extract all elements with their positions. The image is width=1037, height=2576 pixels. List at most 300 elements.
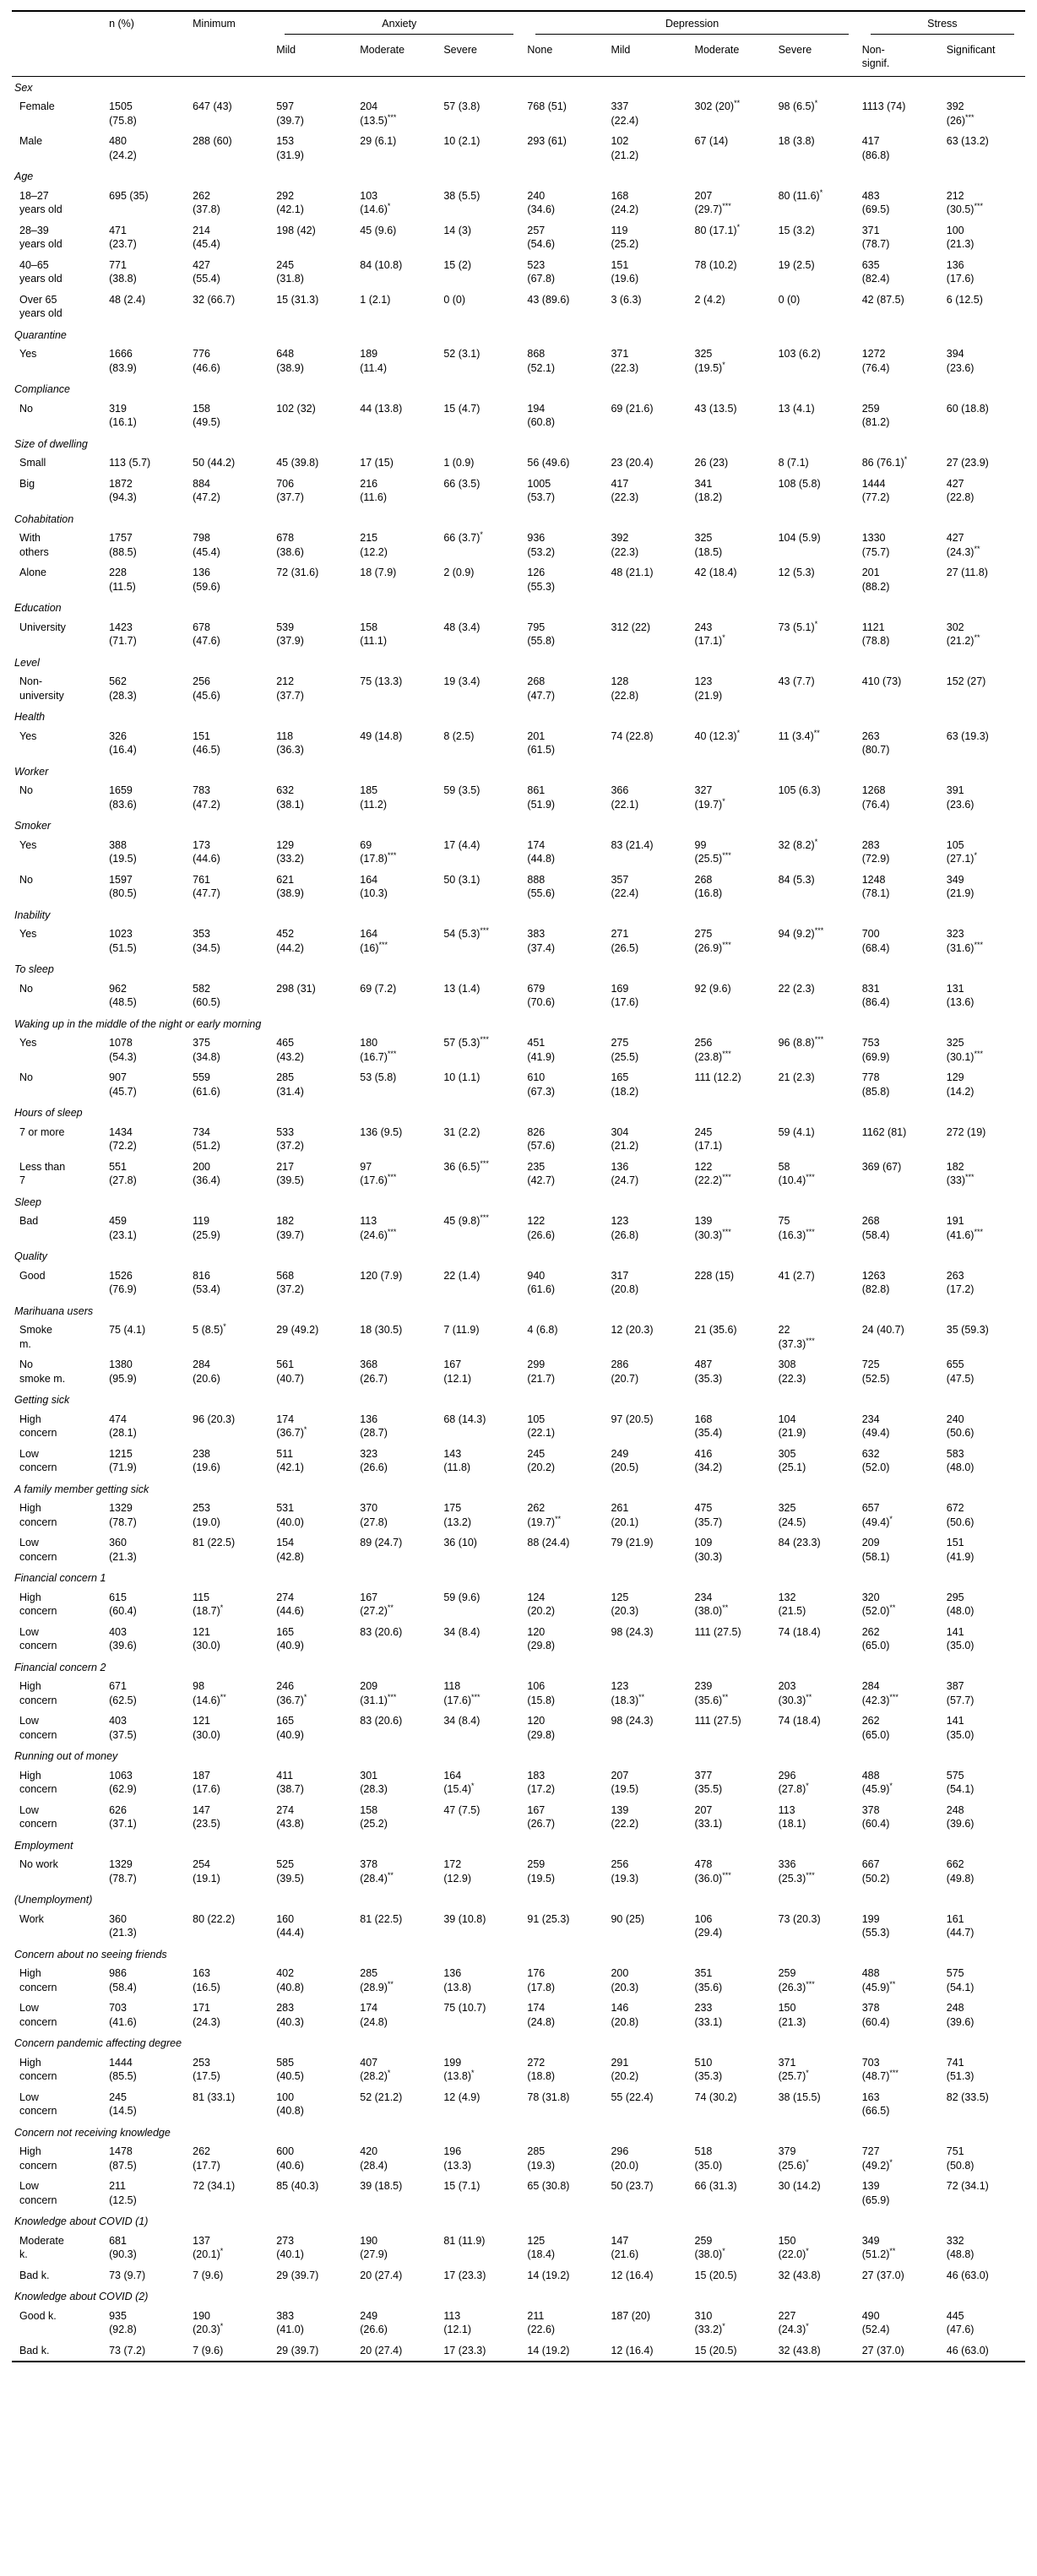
data-cell	[692, 2141, 776, 2176]
significance-asterisks: *	[303, 1692, 307, 1701]
significance-asterisks: *	[470, 2068, 475, 2077]
data-cell	[776, 870, 860, 904]
cell-value: 102 (32)	[276, 402, 316, 415]
cell-value: 471 (23.7)	[109, 224, 137, 250]
cell-value: 296 (27.8)*	[778, 1769, 809, 1795]
data-cell	[608, 220, 692, 255]
section-title: Knowledge about COVID (2)	[14, 2291, 149, 2302]
cell-value: 259 (81.2)	[861, 402, 890, 428]
data-cell	[608, 870, 692, 904]
cell-value: 120 (29.8)	[527, 1715, 556, 1741]
section-header-row	[12, 2032, 1025, 2053]
data-cell	[692, 1909, 776, 1944]
data-cell	[441, 870, 524, 904]
cell-value: 795 (55.8)	[527, 621, 556, 647]
significance-asterisks: *	[806, 2246, 809, 2255]
section-title: To sleep	[14, 963, 54, 975]
cell-value: 173 (44.6)	[193, 838, 220, 865]
significance-asterisks: *	[806, 2157, 809, 2167]
group-label-anxiety: Anxiety	[285, 17, 513, 35]
cell-value: 109 (30.3)	[694, 1537, 723, 1563]
cell-value: 275 (26.9)***	[694, 928, 731, 954]
data-cell	[944, 2141, 1025, 2176]
data-cell	[274, 2087, 357, 2122]
data-cell	[692, 2340, 776, 2362]
cell-value: 1 (2.1)	[360, 293, 391, 306]
data-cell	[944, 2340, 1025, 2362]
data-cell	[776, 1444, 860, 1478]
cell-value: 402 (40.8)	[276, 1967, 304, 1993]
cell-value: 27 (37.0)	[861, 2269, 904, 2281]
table-row	[12, 290, 1025, 324]
significance-asterisks: ***	[722, 940, 731, 949]
data-cell	[441, 2176, 524, 2210]
data-cell	[692, 1622, 776, 1657]
cell-value: 80 (17.1)*	[694, 222, 741, 236]
cell-value: 74 (18.4)	[778, 1715, 821, 1727]
cell-value: 18 (7.9)	[360, 567, 397, 578]
row-label: Work	[19, 1912, 44, 1925]
data-cell	[776, 1587, 860, 1622]
data-cell	[441, 1354, 524, 1389]
cell-value: 332 (48.8)	[946, 2234, 975, 2260]
cell-value: 123 (18.3)**	[611, 1680, 645, 1706]
cell-value: 427 (24.3)**	[946, 532, 980, 558]
cell-value: 90 (25)	[611, 1912, 645, 1925]
row-label: Low concern	[19, 2091, 57, 2117]
data-cell	[524, 2053, 608, 2087]
data-cell	[274, 1909, 357, 1944]
cell-value: 416 (34.2)	[694, 1447, 723, 1473]
section-header-row	[12, 597, 1025, 617]
data-cell	[860, 220, 944, 255]
cell-value: 92 (9.6)	[694, 982, 731, 995]
cell-value: 5 (8.5)*	[193, 1321, 226, 1336]
section-title: Concern pandemic affecting degree	[14, 2037, 182, 2049]
cell-value: 285 (31.4)	[276, 1071, 304, 1098]
data-cell	[190, 835, 274, 870]
significance-asterisks: ***	[814, 925, 824, 935]
cell-value: 561 (40.7)	[276, 1359, 304, 1385]
cell-value: 34 (8.4)	[443, 1715, 480, 1727]
table-row	[12, 1266, 1025, 1300]
section-header-row	[12, 1567, 1025, 1587]
cell-value: 1078 (54.3)	[109, 1037, 137, 1063]
section-header-row	[12, 706, 1025, 726]
table-row	[12, 474, 1025, 508]
section-title: Smoker	[14, 820, 52, 832]
cell-value: 72 (31.6)	[276, 567, 319, 578]
data-cell	[441, 1444, 524, 1478]
cell-value: 678 (38.6)	[276, 532, 304, 558]
data-cell	[608, 1765, 692, 1800]
data-cell	[357, 1854, 441, 1889]
data-cell	[608, 131, 692, 165]
data-cell	[692, 1444, 776, 1478]
data-cell	[860, 979, 944, 1013]
cell-value: 54 (5.3)***	[443, 925, 489, 940]
cell-value: 103 (14.6)*	[360, 189, 391, 215]
cell-value: 285 (19.3)	[527, 2145, 556, 2172]
data-cell	[944, 2053, 1025, 2087]
cell-value: 427 (55.4)	[193, 258, 220, 285]
cell-value: 147 (21.6)	[611, 2234, 639, 2260]
significance-asterisks: ***	[480, 1158, 489, 1168]
data-cell	[190, 290, 274, 324]
data-cell	[190, 1765, 274, 1800]
data-cell	[190, 979, 274, 1013]
cell-value: 326 (16.4)	[109, 729, 137, 756]
data-cell	[441, 1211, 524, 1245]
data-cell	[274, 870, 357, 904]
data-cell	[524, 924, 608, 958]
row-label: Low concern	[19, 1715, 57, 1741]
data-cell	[190, 474, 274, 508]
section-title: Marihuana users	[14, 1304, 94, 1317]
data-cell	[106, 2265, 190, 2286]
data-cell	[441, 344, 524, 378]
cell-value: 199 (13.8)*	[443, 2056, 475, 2082]
data-cell	[106, 186, 190, 220]
data-cell	[692, 399, 776, 433]
cell-value: 511 (42.1)	[276, 1447, 304, 1473]
data-cell	[441, 1676, 524, 1711]
row-label: Bad	[19, 1215, 39, 1227]
data-cell	[692, 290, 776, 324]
data-cell	[106, 1122, 190, 1157]
section-title: Compliance	[14, 383, 71, 395]
data-cell	[944, 220, 1025, 255]
data-cell	[776, 1409, 860, 1444]
data-cell	[106, 1157, 190, 1191]
cell-value: 141 (35.0)	[946, 1625, 975, 1651]
data-cell	[692, 96, 776, 131]
row-label-cell	[12, 1711, 106, 1745]
cell-value: 45 (9.8)***	[443, 1212, 489, 1227]
data-cell	[441, 2087, 524, 2122]
data-cell	[608, 562, 692, 597]
data-cell	[776, 1800, 860, 1835]
cell-value: 73 (9.7)	[109, 2269, 146, 2281]
cell-value: 14 (19.2)	[527, 2344, 570, 2356]
row-label: Yes	[19, 838, 37, 851]
section-title: Hours of sleep	[14, 1107, 83, 1119]
cell-value: 632 (52.0)	[861, 1447, 890, 1473]
cell-value: 113 (18.1)	[778, 1803, 806, 1830]
significance-asterisks: ***	[480, 1212, 489, 1222]
data-cell	[190, 2087, 274, 2122]
cell-value: 215 (12.2)	[360, 532, 388, 558]
cell-value: 69 (17.8)***	[360, 838, 397, 865]
data-cell	[274, 96, 357, 131]
data-cell	[608, 1998, 692, 2032]
cell-value: 13 (1.4)	[443, 982, 480, 995]
data-cell	[357, 2176, 441, 2210]
data-cell	[274, 131, 357, 165]
significance-asterisks: *	[220, 1603, 224, 1612]
data-cell	[860, 1211, 944, 1245]
table-row	[12, 1587, 1025, 1622]
data-cell	[608, 1800, 692, 1835]
row-label-cell	[12, 1409, 106, 1444]
cell-value: 136 (28.7)	[360, 1413, 388, 1439]
data-cell	[692, 186, 776, 220]
cell-value: 861 (51.9)	[527, 784, 556, 811]
group-header-stress	[860, 11, 1025, 38]
row-label-cell	[12, 780, 106, 815]
cell-value: 1434 (72.2)	[109, 1125, 137, 1152]
cell-value: 121 (30.0)	[193, 1625, 220, 1651]
cell-value: 768 (51)	[527, 100, 567, 112]
data-cell	[860, 528, 944, 562]
data-cell	[524, 1532, 608, 1567]
cell-value: 69 (7.2)	[360, 982, 397, 995]
group-label-depression: Depression	[535, 17, 848, 35]
row-label: High concern	[19, 1680, 57, 1706]
cell-value: 59 (3.5)	[443, 784, 480, 796]
cell-value: 305 (25.1)	[778, 1447, 806, 1473]
cell-value: 2 (0.9)	[443, 567, 475, 578]
data-cell	[274, 1765, 357, 1800]
row-label: 18–27 years old	[19, 189, 62, 215]
data-cell	[190, 1854, 274, 1889]
col-header-label: None	[527, 43, 553, 56]
cell-value: 163 (16.5)	[193, 1967, 220, 1993]
data-cell	[524, 1800, 608, 1835]
cell-value: 262 (17.7)	[193, 2145, 220, 2172]
data-cell	[106, 1444, 190, 1478]
significance-asterisks: **	[974, 632, 980, 642]
cell-value: 304 (21.2)	[611, 1125, 639, 1152]
data-cell	[357, 1909, 441, 1944]
cell-value: 84 (5.3)	[778, 873, 815, 886]
cell-value: 182 (39.7)	[276, 1215, 304, 1241]
significance-asterisks: ***	[974, 940, 983, 949]
data-cell	[944, 1122, 1025, 1157]
cell-value: 378 (60.4)	[861, 1803, 890, 1830]
cell-value: 137 (20.1)*	[193, 2234, 224, 2260]
data-cell	[524, 453, 608, 474]
statistics-table	[12, 10, 1025, 2362]
significance-asterisks: **	[889, 1603, 896, 1612]
table-row	[12, 1067, 1025, 1102]
cell-value: 136 (17.6)	[946, 258, 975, 285]
row-label: No smoke m.	[19, 1359, 66, 1385]
data-cell	[860, 290, 944, 324]
row-label-cell	[12, 726, 106, 761]
section-header-row	[12, 76, 1025, 96]
cell-value: 7 (11.9)	[443, 1324, 480, 1336]
row-label: Low concern	[19, 1447, 57, 1473]
data-cell	[524, 1067, 608, 1102]
cell-value: 152 (27)	[946, 675, 986, 687]
cell-value: 32 (66.7)	[193, 293, 236, 306]
data-cell	[190, 96, 274, 131]
cell-value: 120 (29.8)	[527, 1625, 556, 1651]
table-body	[12, 76, 1025, 2362]
data-cell	[776, 1157, 860, 1191]
data-cell	[274, 1157, 357, 1191]
cell-value: 10 (2.1)	[443, 135, 480, 147]
data-cell	[944, 1266, 1025, 1300]
cell-value: 253 (19.0)	[193, 1502, 220, 1528]
data-cell	[776, 979, 860, 1013]
table-row	[12, 2306, 1025, 2340]
data-cell	[608, 780, 692, 815]
significance-asterisks: ***	[722, 1172, 731, 1181]
data-cell	[524, 780, 608, 815]
cell-value: 68 (14.3)	[443, 1413, 486, 1425]
row-label-cell	[12, 255, 106, 290]
cell-value: 234 (49.4)	[861, 1413, 890, 1439]
cell-value: 262 (65.0)	[861, 1625, 890, 1651]
cell-value: 1380 (95.9)	[109, 1359, 137, 1385]
data-cell	[524, 617, 608, 652]
cell-value: 50 (3.1)	[443, 873, 480, 886]
cell-value: 371 (78.7)	[861, 224, 890, 250]
data-cell	[776, 1998, 860, 2032]
cell-value: 936 (53.2)	[527, 532, 556, 558]
cell-value: 74 (22.8)	[611, 729, 654, 742]
cell-value: 211 (12.5)	[109, 2180, 137, 2206]
cell-value: 392 (22.3)	[611, 532, 639, 558]
data-cell	[441, 2231, 524, 2265]
cell-value: 783 (47.2)	[193, 784, 220, 811]
data-cell	[357, 96, 441, 131]
data-cell	[441, 1963, 524, 1998]
row-label: No	[19, 784, 33, 796]
cell-value: 261 (20.1)	[611, 1502, 639, 1528]
data-cell	[944, 2231, 1025, 2265]
table-row	[12, 399, 1025, 433]
significance-asterisks: **	[813, 728, 820, 737]
data-cell	[608, 1676, 692, 1711]
cell-value: 1329 (78.7)	[109, 1858, 137, 1885]
cell-value: 125 (18.4)	[527, 2234, 556, 2260]
data-cell	[441, 1033, 524, 1067]
data-cell	[274, 1587, 357, 1622]
cell-value: 371 (25.7)*	[778, 2056, 809, 2082]
cell-value: 189 (11.4)	[360, 348, 387, 374]
data-cell	[860, 1157, 944, 1191]
data-cell	[274, 1211, 357, 1245]
cell-value: 136 (59.6)	[193, 567, 220, 593]
data-cell	[524, 2087, 608, 2122]
section-header-row	[12, 1102, 1025, 1122]
data-cell	[190, 1711, 274, 1745]
significance-asterisks: *	[387, 2068, 391, 2077]
table-row	[12, 1909, 1025, 1944]
data-cell	[106, 2141, 190, 2176]
cell-value: 122 (26.6)	[527, 1215, 556, 1241]
cell-value: 4 (6.8)	[527, 1324, 558, 1336]
row-label-cell	[12, 1622, 106, 1657]
cell-value: 320 (52.0)**	[861, 1591, 896, 1617]
data-cell	[944, 1320, 1025, 1354]
cell-value: 403 (37.5)	[109, 1715, 137, 1741]
data-cell	[608, 1211, 692, 1245]
section-header-row	[12, 2210, 1025, 2231]
data-cell	[692, 1998, 776, 2032]
cell-value: 98 (14.6)**	[193, 1680, 226, 1706]
data-cell	[190, 1587, 274, 1622]
cell-value: 126 (55.3)	[527, 567, 556, 593]
data-cell	[860, 2176, 944, 2210]
section-header-row	[12, 165, 1025, 186]
significance-asterisks: *	[889, 1781, 893, 1790]
data-cell	[692, 1587, 776, 1622]
cell-value: 369 (67)	[861, 1160, 902, 1173]
cell-value: 695 (35)	[109, 189, 149, 202]
cell-value: 474 (28.1)	[109, 1413, 137, 1439]
cell-value: 1526 (76.9)	[109, 1269, 137, 1295]
data-cell	[441, 726, 524, 761]
row-label-cell	[12, 1963, 106, 1998]
data-cell	[190, 2265, 274, 2286]
section-header-row	[12, 815, 1025, 835]
cell-value: 128 (22.8)	[611, 675, 639, 702]
data-cell	[524, 344, 608, 378]
cell-value: 8 (2.5)	[443, 729, 475, 742]
significance-asterisks: *	[736, 222, 741, 231]
data-cell	[944, 1157, 1025, 1191]
cell-value: 962 (48.5)	[109, 982, 137, 1008]
data-cell	[524, 835, 608, 870]
section-header-row	[12, 1944, 1025, 1964]
section-header-row	[12, 1300, 1025, 1321]
data-cell	[776, 528, 860, 562]
data-cell	[441, 1266, 524, 1300]
cell-value: 248 (39.6)	[946, 1803, 975, 1830]
data-cell	[860, 399, 944, 433]
section-title: Sleep	[14, 1196, 41, 1208]
cell-value: 253 (17.5)	[193, 2056, 220, 2082]
table-row	[12, 344, 1025, 378]
cell-value: 158 (25.2)	[360, 1803, 388, 1830]
cell-value: 183 (17.2)	[527, 1769, 556, 1795]
data-cell	[524, 186, 608, 220]
cell-value: 129 (14.2)	[946, 1071, 975, 1098]
data-cell	[524, 979, 608, 1013]
cell-value: 216 (11.6)	[360, 477, 387, 503]
row-label: High concern	[19, 1413, 57, 1439]
significance-asterisks: *	[722, 360, 725, 369]
data-cell	[441, 562, 524, 597]
cell-value: 240 (50.6)	[946, 1413, 975, 1439]
cell-value: 240 (34.6)	[527, 189, 556, 215]
cell-value: 98 (6.5)*	[778, 98, 818, 112]
data-cell	[524, 131, 608, 165]
row-label: High concern	[19, 2145, 57, 2172]
section-title: Level	[14, 656, 40, 669]
cell-value: 249 (20.5)	[611, 1447, 639, 1473]
cell-value: 97 (17.6)***	[360, 1160, 397, 1186]
cell-value: 831 (86.4)	[861, 982, 890, 1008]
data-cell	[692, 2053, 776, 2087]
cell-value: 74 (18.4)	[778, 1625, 821, 1638]
cell-value: 1757 (88.5)	[109, 532, 137, 558]
col-header-anxiety-moderate	[357, 38, 441, 77]
data-cell	[190, 186, 274, 220]
cell-value: 29 (39.7)	[276, 2344, 319, 2356]
data-cell	[274, 1532, 357, 1567]
cell-value: 302 (21.2)**	[946, 621, 980, 647]
section-header-row	[12, 1245, 1025, 1266]
data-cell	[274, 2306, 357, 2340]
cell-value: 73 (7.2)	[109, 2344, 146, 2356]
data-cell	[357, 399, 441, 433]
cell-value: 63 (13.2)	[946, 135, 989, 147]
